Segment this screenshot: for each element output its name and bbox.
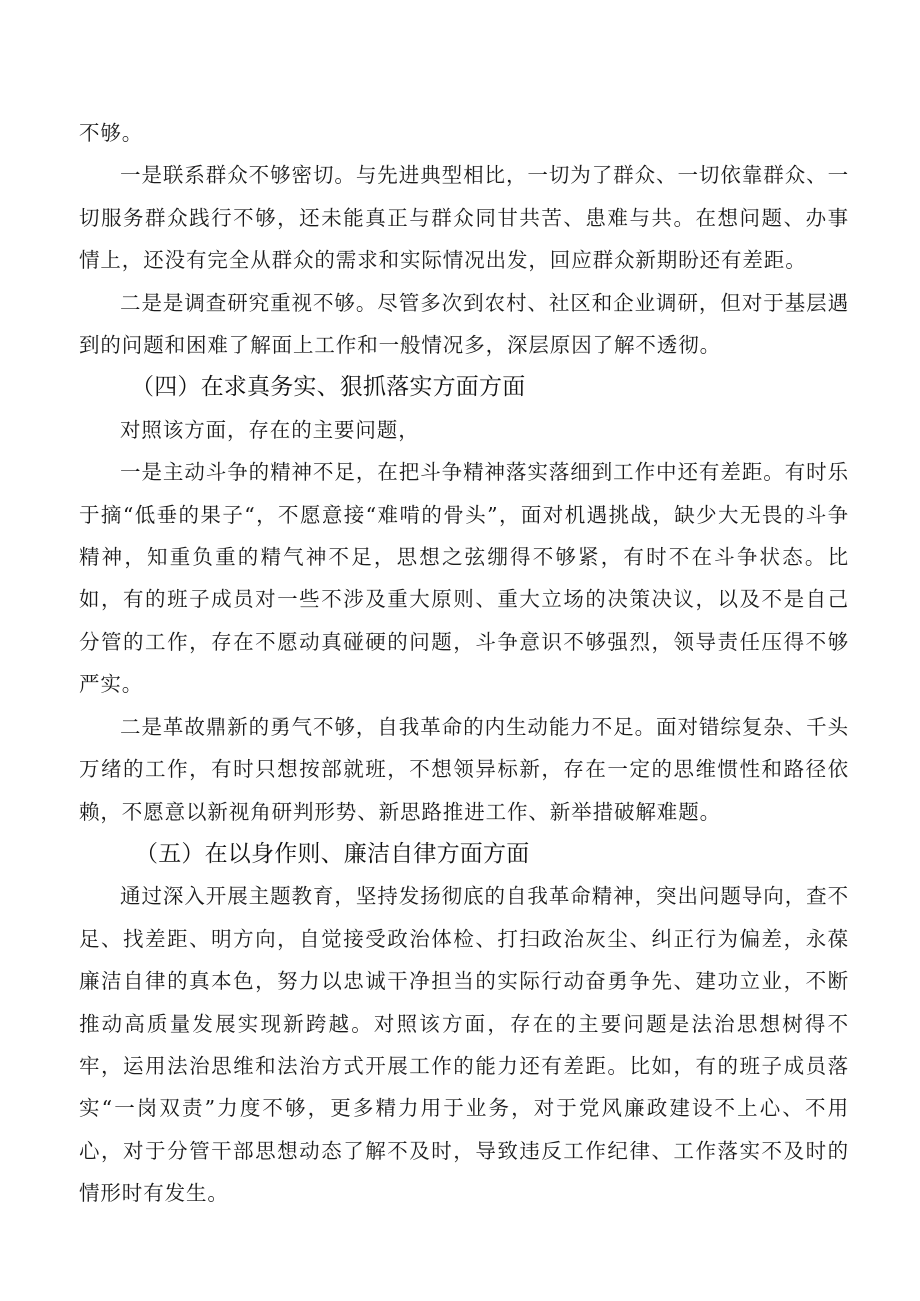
paragraph-section-four-intro: 对照该方面，存在的主要问题， [120,417,420,442]
section-heading-five: （五）在以身作则、廉洁自律方面方面 [135,840,530,867]
section-heading-four: （四）在求真务实、狠抓落实方面方面 [131,374,526,401]
document-body [79,112,849,1215]
paragraph-innovation-courage: 二是革故鼎新的勇气不够，自我革命的内生动能力不足。面对错综复杂、千头万绪的工作，有时只想按部就班，不想领异标新，存在一定的思维惯性和路径依赖，不愿意以新视角研判形势、新思路推进工作、新举措破解难题。 [79,714,849,824]
paragraph-struggle-spirit: 一是主动斗争的精神不足，在把斗争精神落实落细到工作中还有差距。有时乐于摘“低垂的果子“，不愿意接“难啃的骨头”，面对机遇挑战，缺少大无畏的斗争精神，知重负重的精气神不足，思想之弦绷得不够紧，有时不在斗争状态。比如，有的班子成员对一些不涉及重大原则、重大立场的决策决议，以及不是自己分管的工作，存在不愿动真碰硬的问题，斗争意识不够强烈，领导责任压得不够严实。 [79,460,849,697]
paragraph-mass-contact: 一是联系群众不够密切。与先进典型相比，一切为了群众、一切依靠群众、一切服务群众践行不够，还未能真正与群众同甘共苦、患难与共。在想问题、办事情上，还没有完全从群众的需求和实际情况出发，回应群众新期盼还有差距。 [79,163,849,273]
paragraph-research: 二是是调查研究重视不够。尽管多次到农村、社区和企业调研，但对于基层遇到的问题和困难了解面上工作和一般情况多，深层原因了解不透彻。 [79,290,849,358]
paragraph-integrity: 通过深入开展主题教育，坚持发扬彻底的自我革命精神，突出问题导向，查不足、找差距、明方向，自觉接受政治体检、打扫政治灰尘、纠正行为偏差，永葆廉洁自律的真本色，努力以忠诚干净担当的实际行动奋勇争先、建功立业，不断推动高质量发展实现新跨越。对照该方面，存在的主要问题是法治思想树得不牢，运用法治思维和法治方式开展工作的能力还有差距。比如，有的班子成员落实“一岗双责”力度不够，更多精力用于业务，对于党风廉政建设不上心、不用心，对于分管干部思想动态了解不及时，导致违反工作纪律、工作落实不及时的情形时有发生。 [79,884,849,1206]
paragraph-continuation: 不够。 [79,121,144,145]
